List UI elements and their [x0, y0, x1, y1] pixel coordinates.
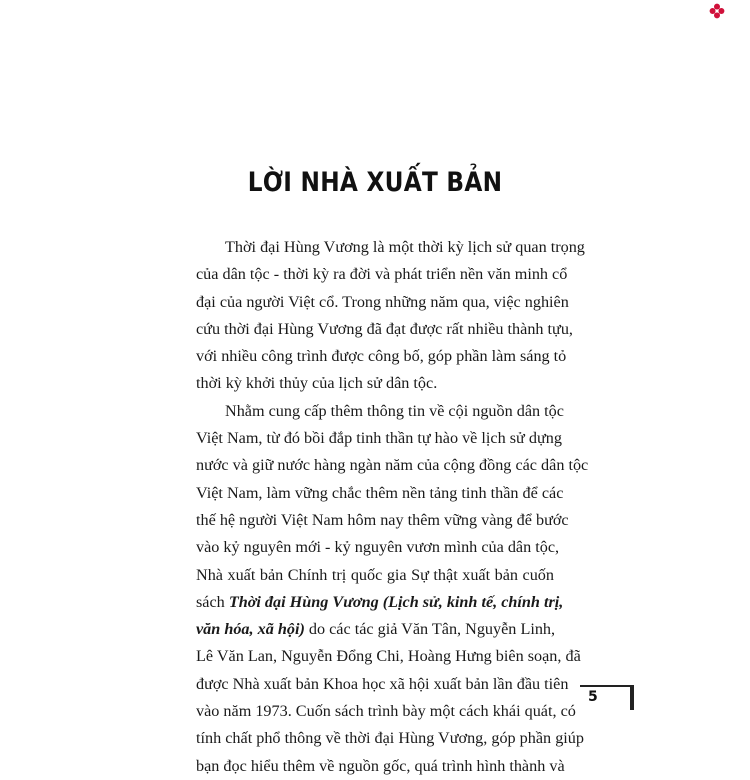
text-line-mixed	[196, 616, 554, 643]
footer-rule	[580, 685, 634, 687]
page-number: 5	[588, 689, 598, 705]
page-title: LỜI NHÀ XUẤT BẢN	[247, 167, 503, 198]
text-fragment: do các tác giả Văn Tân, Nguyễn Linh,	[308, 620, 556, 639]
text-fragment: sách	[196, 592, 225, 611]
text-line: vào năm 1973. Cuốn sách trình bày một cách khái quát, có	[196, 702, 576, 721]
text-line: Nhà xuất bản Chính trị quốc gia Sự thật xuất bản cuốn	[196, 565, 554, 584]
body-text	[196, 234, 589, 780]
text-line: Việt Nam, làm vững chắc thêm nền tảng tinh thần để các	[196, 483, 564, 502]
text-line-mixed	[196, 589, 564, 616]
text-line: của dân tộc - thời kỳ ra đời và phát triển nền văn minh cổ	[196, 265, 568, 284]
text-line: Nhằm cung cấp thêm thông tin về cội nguồn dân tộc	[225, 401, 564, 420]
flower-mark-icon	[709, 3, 725, 19]
text-line: với nhiều công trình được công bố, góp phần làm sáng tỏ	[196, 347, 567, 366]
text-line: Lê Văn Lan, Nguyễn Đổng Chi, Hoàng Hưng biên soạn, đã	[196, 647, 581, 666]
book-title-part-2: văn hóa, xã hội)	[196, 620, 305, 639]
text-line: vào kỷ nguyên mới - kỷ nguyên vươn mình của dân tộc,	[196, 538, 560, 557]
text-line: Việt Nam, từ đó bồi đắp tinh thần tự hào về lịch sử dựng	[196, 429, 562, 448]
text-line: thời kỳ khởi thủy của lịch sử dân tộc.	[196, 374, 438, 393]
text-line: đại của người Việt cổ. Trong những năm qua, việc nghiên	[196, 292, 569, 311]
text-line: tính chất phổ thông về thời đại Hùng Vương, góp phần giúp	[196, 729, 584, 748]
book-title-part-1: Thời đại Hùng Vương (Lịch sử, kinh tế, chính trị,	[228, 592, 564, 611]
text-line: bạn đọc hiểu thêm về nguồn gốc, quá trình hình thành và	[196, 756, 565, 775]
text-line: cứu thời đại Hùng Vương đã đạt được rất nhiều thành tựu,	[196, 319, 573, 338]
text-line: được Nhà xuất bản Khoa học xã hội xuất bản lần đầu tiên	[196, 674, 569, 693]
footer-bar	[630, 685, 634, 710]
text-line: nước và giữ nước hàng ngàn năm của cộng đồng các dân tộc	[196, 456, 589, 475]
text-line: Thời đại Hùng Vương là một thời kỳ lịch sử quan trọng	[225, 238, 585, 256]
text-line: thế hệ người Việt Nam hôm nay thêm vững vàng để bước	[196, 510, 569, 529]
